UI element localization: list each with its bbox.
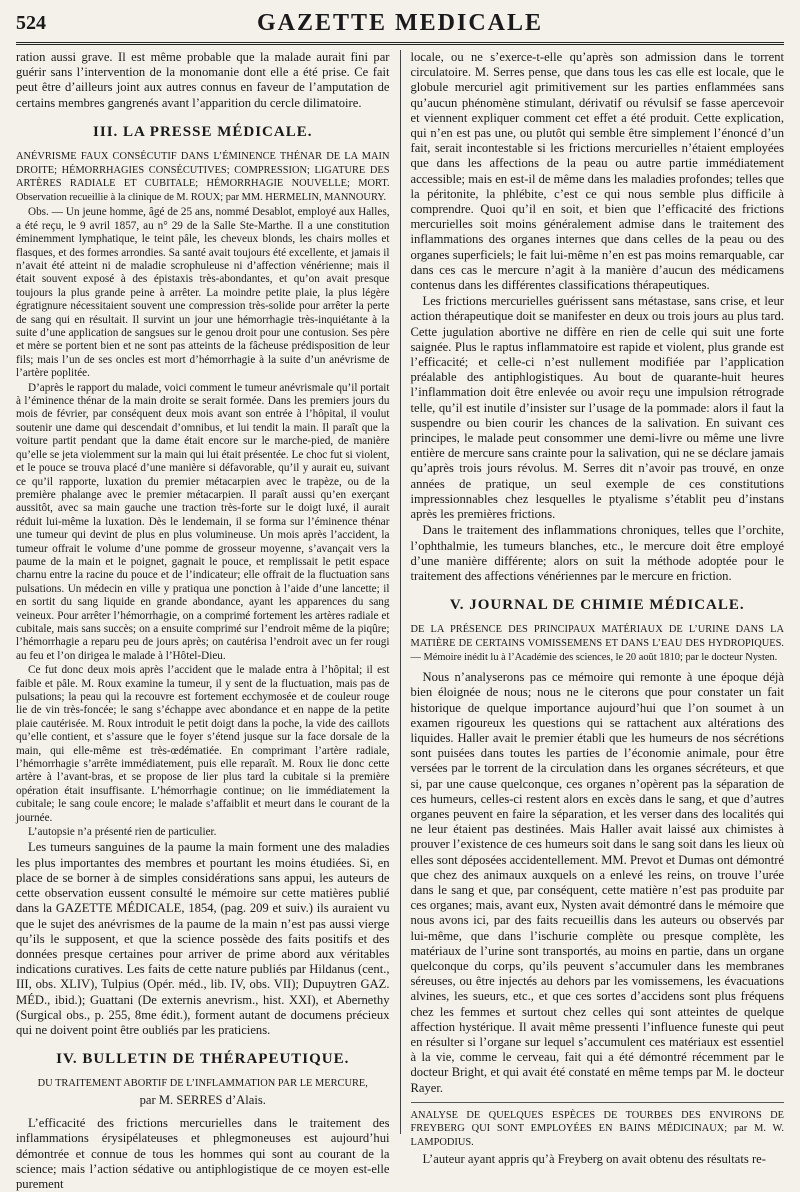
right-column bbox=[401, 50, 785, 1166]
journal-title: GAZETTE MEDICALE bbox=[256, 10, 544, 36]
header-rule bbox=[16, 42, 784, 45]
commentary-paragraph: Les tumeurs sanguines de la paume la main forment une des maladies les plus importantes des membres et pourtant les moins étudiées. Si, en place de se borner à de simples considérations sans appui, les auteurs de cette observation eussent consulté le mémoire sur cette matières publié dans la GAZETTE MÉDICALE, 1854, (pag. 209 et suiv.) ils auraient vu que le sujet des anévrismes de la paume de la main n’est pas aussi vierge qu’ils le supposent, et que la science possède des faits positifs et des données presque certaines pour arriver de prime abord aux véritables indications curatives. Les faits de cette nature publiés par Hildanus (cent., III, obs. XLIV), Tulpius (Opér. méd., lib. IV, obs. VII); Dupuytren GAZ. MÉD., ibid.); Guattani (De externis anevrism., hist. XXI), et Abernethy (Surgical obs., p. 255, 8me édit.), forment autant de documens précieux qui ne doivent point être oubliés par les praticiens. bbox=[16, 840, 390, 1037]
article-heading-urine: DE LA PRÉSENCE DES PRINCIPAUX MATÉRIAUX DE L’URINE DANS LA MATIÈRE DE CERTAINS VOMISSEMENS ET DANS L’EAU DES HYDROPIQUES. — Mémoire inédit lu à l’Académie des sciences, le 20 août 1810; par le docteur Nysten. bbox=[410, 624, 784, 663]
left-column bbox=[16, 50, 401, 1191]
body-paragraph: Les frictions mercurielles guérissent sans métastase, sans crise, et leur action thérapeutique doit se manifester en deux ou trois jours au plus tard. Cette jugulation abortive ne diffère en rien de celle qui suit une forte saignée. Plus le raptus inflammatoire est rapide et violent, plus grande est l’efficacité; et celle-ci n’est nullement modifiée par l’application préalable des antiphlogistiques. Au bout de quarante-huit heures l’inflammation doit être enlevée ou avoir reçu une impulsion rétrograde telle, qu’il est inutile d’insister sur l’usage de la pommade: alors il faut la suspendre ou bien courir les chances de la salivation. En suivant ces principes, le malade peut consommer une demi-livre ou même une livre entière de mercure sans crainte pour la salivation, qui ne se déclare jamais qu’après trois jours révolus. M. Serres dit n’avoir pas trouvé, en onze années de pratique, un seul exemple de ces constitutions impressionnables chez lesquelles le ptyalisme s’établit peu d’instans après les premières frictions. bbox=[410, 294, 784, 522]
body-paragraph: Dans le traitement des inflammations chroniques, telles que l’orchite, l’ophthalmie, les tumeurs blanches, etc., le mercure doit être employé d’une manière différente; alors on suit la méthode adoptée pour le traitement des affections vénériennes par le mercure en friction. bbox=[410, 523, 784, 583]
page-body bbox=[16, 50, 784, 1191]
observation-paragraph: D’après le rapport du malade, voici comment le tumeur anévrismale qu’il portait à l’éminence thénar de la main droite se serait formée. Dans les premiers jours du mois de février, par conséquent deux mois avant son entrée à l’hôpital, il voulut soutenir une dame qui descendait d’omnibus, et lui tendit la main. Il paraît que la voiture partit pendant que la dame était encore sur le marche-pied, de manière qu’elle se jeta violemment sur la main qui lui était présentée. Le choc fut si violent, et le pouce se trouva placé d’une manière si défavorable, qu’il y aurait eu, suivant ce qu’il rapporte, luxation du premier métacarpien avec le trapèze, ou de la première phalange avec le premier métacarpien. Il paraît aussi qu’en exerçant aussitôt, avec sa main gauche une traction très-forte sur le doigt luxé, il aurait réduit lui-même la luxation. Dès le lendemain, il se forma sur l’éminence thénar une tumeur qui devint de plus en plus volumineuse. Un mois après l’accident, la tumeur offrait le volume d’une pomme de grosseur moyenne, s’avançait vers la paume de la main et le poignet, gagnait le pouce, et remplissait le petit espace charnu entre la racine du pouce et de l’indicateur; elle offrait de la fluctuation sans pulsations. Un médecin en ville y pratiqua une ponction à l’aide d’une lancette; il en sortit du sang liquide en grande abondance, ayant les apparences du sang veineux. Pour arrêter l’hémorrhagie, on a comprimé fortement les artères radiale et cubitale, mais sans succès; on a ensuite comprimé sur l’endroit même de la piqûre; l’hémorrhagie a reparu peu de jours après; on cautérisa l’endroit avec un fer rougi au feu et l’on dirigea le malade à l’Hôtel-Dieu. bbox=[16, 381, 390, 662]
article-byline: par M. SERRES d’Alais. bbox=[139, 1092, 266, 1107]
page-number: 524 bbox=[16, 12, 46, 34]
continued-paragraph: locale, ou ne s’exerce-t-elle qu’après son admission dans le torrent circulatoire. M. Serres pense, que dans tous les cas elle est locale, que le globule mercuriel agit primitivement sur les parties enflammées sans qu’aucun phénomène stimulant, dérivatif ou révulsif se fasse apercevoir et viennent expliquer comment cet effet a été produit. Cette explication, qui n’en est pas une, ou plutôt qui semble être simplement l’énoncé d’un fait, serait incontestable si les frictions mercurielles n’étaient employées que dans les affections de la peau ou autre partie immédiatement accessible; mais en est-il de même dans les maladies profondes; telles que la péritonite, la phlébite, c’est ce qui nous semble plus difficile à comprendre. Quoi qu’il en soit, et bien que l’efficacité des frictions mercurielles soit moins généralement admise dans le traitement des inflammations des organes internes que dans celles de la peau ou des organes superficiels; le fait lui-même n’en est pas moins remarquable, car dans ces cas le mercure n’agit à la manière d’aucun des médicamens contenus dans les différentes classifications thérapeutiques. bbox=[410, 50, 784, 293]
observation-paragraph: Ce fut donc deux mois après l’accident que le malade entra à l’hôpital; il est faible et pâle. M. Roux examine la tumeur, il y sent de la fluctuation, mais pas de pulsations; la peau qui la recouvre est fortement ecchymosée et de couleur rouge lie de vin très-foncée; le sang s’échappe avec abondance et en nappe de la petite plaie cautérisée. M. Roux introduit le petit doigt dans la poche, la vide des caillots qu’elle contient, et s’assure que le foyer s’étend jusque sur la face dorsale de la main, qui elle-même est très-œdématiée. En comprimant l’artère radiale, l’hémorrhagie s’arrête immédiatement, puis elle reparaît. M. Roux lie donc cette artère à l’avant-bras, et se propose de lier plus tard la cubitale si la première opération était insuffisante. L’hémorrhagie continue; on lie immédiatement la cubitale; le sang coule encore; le malade s’affaiblit et meurt dans le courant de la journée. bbox=[16, 664, 390, 824]
observation-paragraph: Obs. — Un jeune homme, âgé de 25 ans, nommé Desablot, employé aux Halles, a été reçu, le 9 avril 1857, au n° 29 de la Salle Ste-Marthe. Il a une constitution éminemment lymphatique, le teint pâle, les cheveux blonds, les chairs molles et flasques, et des formes arrondies. Sa santé avait toujours été excellente, et jamais il n’avait été atteint ni de maladie scrophuleuse ni d’affection vénérienne; mais il était souvent exposé à des épistaxis très-abondantes, et qu’on avait presque toujours la plus grande peine à arrêter. La moindre petite plaie, la plus légère égratignure nécessitaient souvent une compression très-solide pour arrêter la perte de sang qui en résultait. Il survint un jour une hémorrhagie très-inquiétante à la suite d’une application de sangsues sur le genou droit pour une contusion. Ses père et mère se portent bien et ne sont pas atteints de la fâcheuse prédisposition de leur fils; mais l’un de ses oncles est mort d’hémorrhagie à la suite d’un anévrisme de l’artère poplitée. bbox=[16, 206, 390, 380]
autopsie-note: L’autopsie n’a présenté rien de particulier. bbox=[28, 826, 217, 839]
intro-paragraph: ration aussi grave. Il est même probable que la malade aurait fini par guérir sans l’intervention de la monomanie dont elle a été prise. Ce fait peut être d’ailleurs joint aux autres connus en faveur de l’amputation de certains membres gangrenés avant l’apparition du cercle dilimatoire. bbox=[16, 50, 390, 110]
article-heading-tourbes: ANALYSE DE QUELQUES ESPÈCES DE TOURBES DES ENVIRONS DE FREYBERG QUI SONT EMPLOYÉES EN BAINS MÉDICINAUX; par M. W. LAMPODIUS. bbox=[410, 1109, 784, 1148]
body-paragraph: Nous n’analyserons pas ce mémoire qui remonte à une époque déjà bien éloignée de nous; nous ne le citerons que pour constater un fait historique de quelque importance aujourd’hui que l’on soumet à un examen rigoureux les questions qui se rattachent aux altérations des liquides. Haller avait le premier établi que les humeurs de nos sécrétions sont puisées dans toutes les parties de l’économie animale, pour être versées par le torrent de la circulation dans les organes sécréteurs, et que si, par une cause quelconque, ces organes n’opèrent pas la séparation de ces humeurs, celles-ci restent alors en excès dans le sang, et que d’autres organes peuvent en faire la séparation, et les verser dans des localités qui ne leur étaient pas destinées. Mais Haller avait laissé aux chimistes à prouver l’existence de ces humeurs soit dans le sang soit dans les lieux où elles sont déposées accidentellement. MM. Prevot et Dumas ont démontré que chez des animaux auxquels on a enlevé les reins, on trouve l’urée dans le sang et que, par conséquent, cette matière n’est pas produite par ces organes; mais, avant eux, Nysten avait démontré dans le mémoire que nous avons ici, par des faits recueillis dans les auteurs ou observés par lui-même, que dans l’ischurie complète ou presque complète, les matériaux de l’urine sont transportés, au moins en partie, dans un organe quelconque du corps, qu’ils peuvent s’accumuler dans les membranes séreuses, ou être injectés au dehors par les vomissemens, les évacuations alvines, les sueurs, etc., et que ces sortes d’accidens sont plus fréquens chez les femmes et surtout chez celles qui sont atteintes de quelque affection hystérique. Il avait même pressenti l’influence funeste qui peut en résulter si l’organe sur lequel s’accumulent ces matériaux est essentiel à la vie, comme le cerveau, fait qui a été démontré récemment par le docteur Bright, et qui avait été constaté en même temps par M. le docteur Rayer. bbox=[410, 670, 784, 1095]
section-title-chimie-medicale: V. JOURNAL DE CHIMIE MÉDICALE. bbox=[449, 597, 745, 614]
section-title-bulletin-therapeutique: IV. BULLETIN DE THÉRAPEUTIQUE. bbox=[56, 1051, 350, 1068]
article-heading-anevrisme: ANÉVRISME FAUX CONSÉCUTIF DANS L’ÉMINENCE THÉNAR DE LA MAIN DROITE; HÉMORRHAGIES CONSÉCUTIVES; COMPRESSION; LIGATURE DES ARTÈRES RADIALE ET CUBITALE; HÉMORRHAGIE NOUVELLE; MORT. Observation recueillie à la clinique de M. ROUX; par MM. HERMELIN, MANNOURY. bbox=[16, 151, 390, 203]
article-separator bbox=[411, 1102, 785, 1103]
therapeutique-paragraph: L’efficacité des frictions mercurielles dans le traitement des inflammations érysipélateuses et phlegmoneuses est aujourd’hui démontrée et connue de tous les hommes qui sont au courant de la science; mais l’action sédative ou antiphlogistique de ce moyen est-elle purement bbox=[16, 1116, 390, 1191]
section-title-presse-medicale: III. LA PRESSE MÉDICALE. bbox=[93, 123, 313, 140]
body-paragraph: L’auteur ayant appris qu’à Freyberg on avait obtenu des résultats re- bbox=[422, 1151, 766, 1166]
article-heading-traitement-abortif: DU TRAITEMENT ABORTIF DE L’INFLAMMATION PAR LE MERCURE, bbox=[37, 1078, 368, 1090]
